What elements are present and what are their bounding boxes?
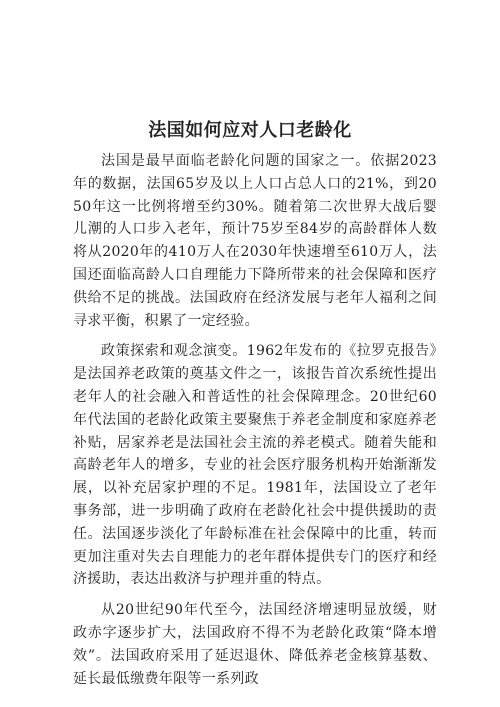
paragraph-cost-reduction: 从20世纪90年代至今，法国经济增速明显放缓，财政赤字逐步扩大，法国政府不得不为老龄化政策“降本增效”。法国政府采用了延迟退休、降低养老金核算基数、延长最低缴费年限等一系列政 (73, 602, 437, 687)
document-body (73, 150, 437, 698)
paragraph-policy-evolution: 政策探索和观念演变。1962年发布的《拉罗克报告》是法国养老政策的奠基文件之一，该报告首次系统性提出老年人的社会融入和普适性的社会保障理念。20世纪60年代法国的老龄化政策主要聚焦于养老金制度和家庭养老补贴，居家养老是法国社会主流的养老模式。随着失能和高龄老年人的增多，专业的社会医疗服务机构开始渐渐发展，以补充居家护理的不足。1981年，法国设立了老年事务部，进一步明确了政府在老龄化社会中提供援助的责任。法国逐步淡化了年龄标准在社会保障中的比重，转而更加注重对失去自理能力的老年群体提供专门的医疗和经济援助，表达出救济与护理并重的特点。 (73, 343, 437, 588)
paragraph-aging-overview: 法国是最早面临老龄化问题的国家之一。依据2023年的数据，法国65岁及以上人口占总人口的21%，到2050年这一比例将增至约30%。随着第二次世界大战后婴儿潮的人口步入老年，预计75岁至84岁的高龄群体人数将从2020年的410万人在2030年快速增至610万人，法国还面临高龄人口自理能力下降所带来的社会保障和医疗供给不足的挑战。法国政府在经济发展与老年人福利之间寻求平衡，积累了一定经验。 (73, 153, 437, 329)
document-title: 法国如何应对人口老龄化 (148, 120, 352, 141)
